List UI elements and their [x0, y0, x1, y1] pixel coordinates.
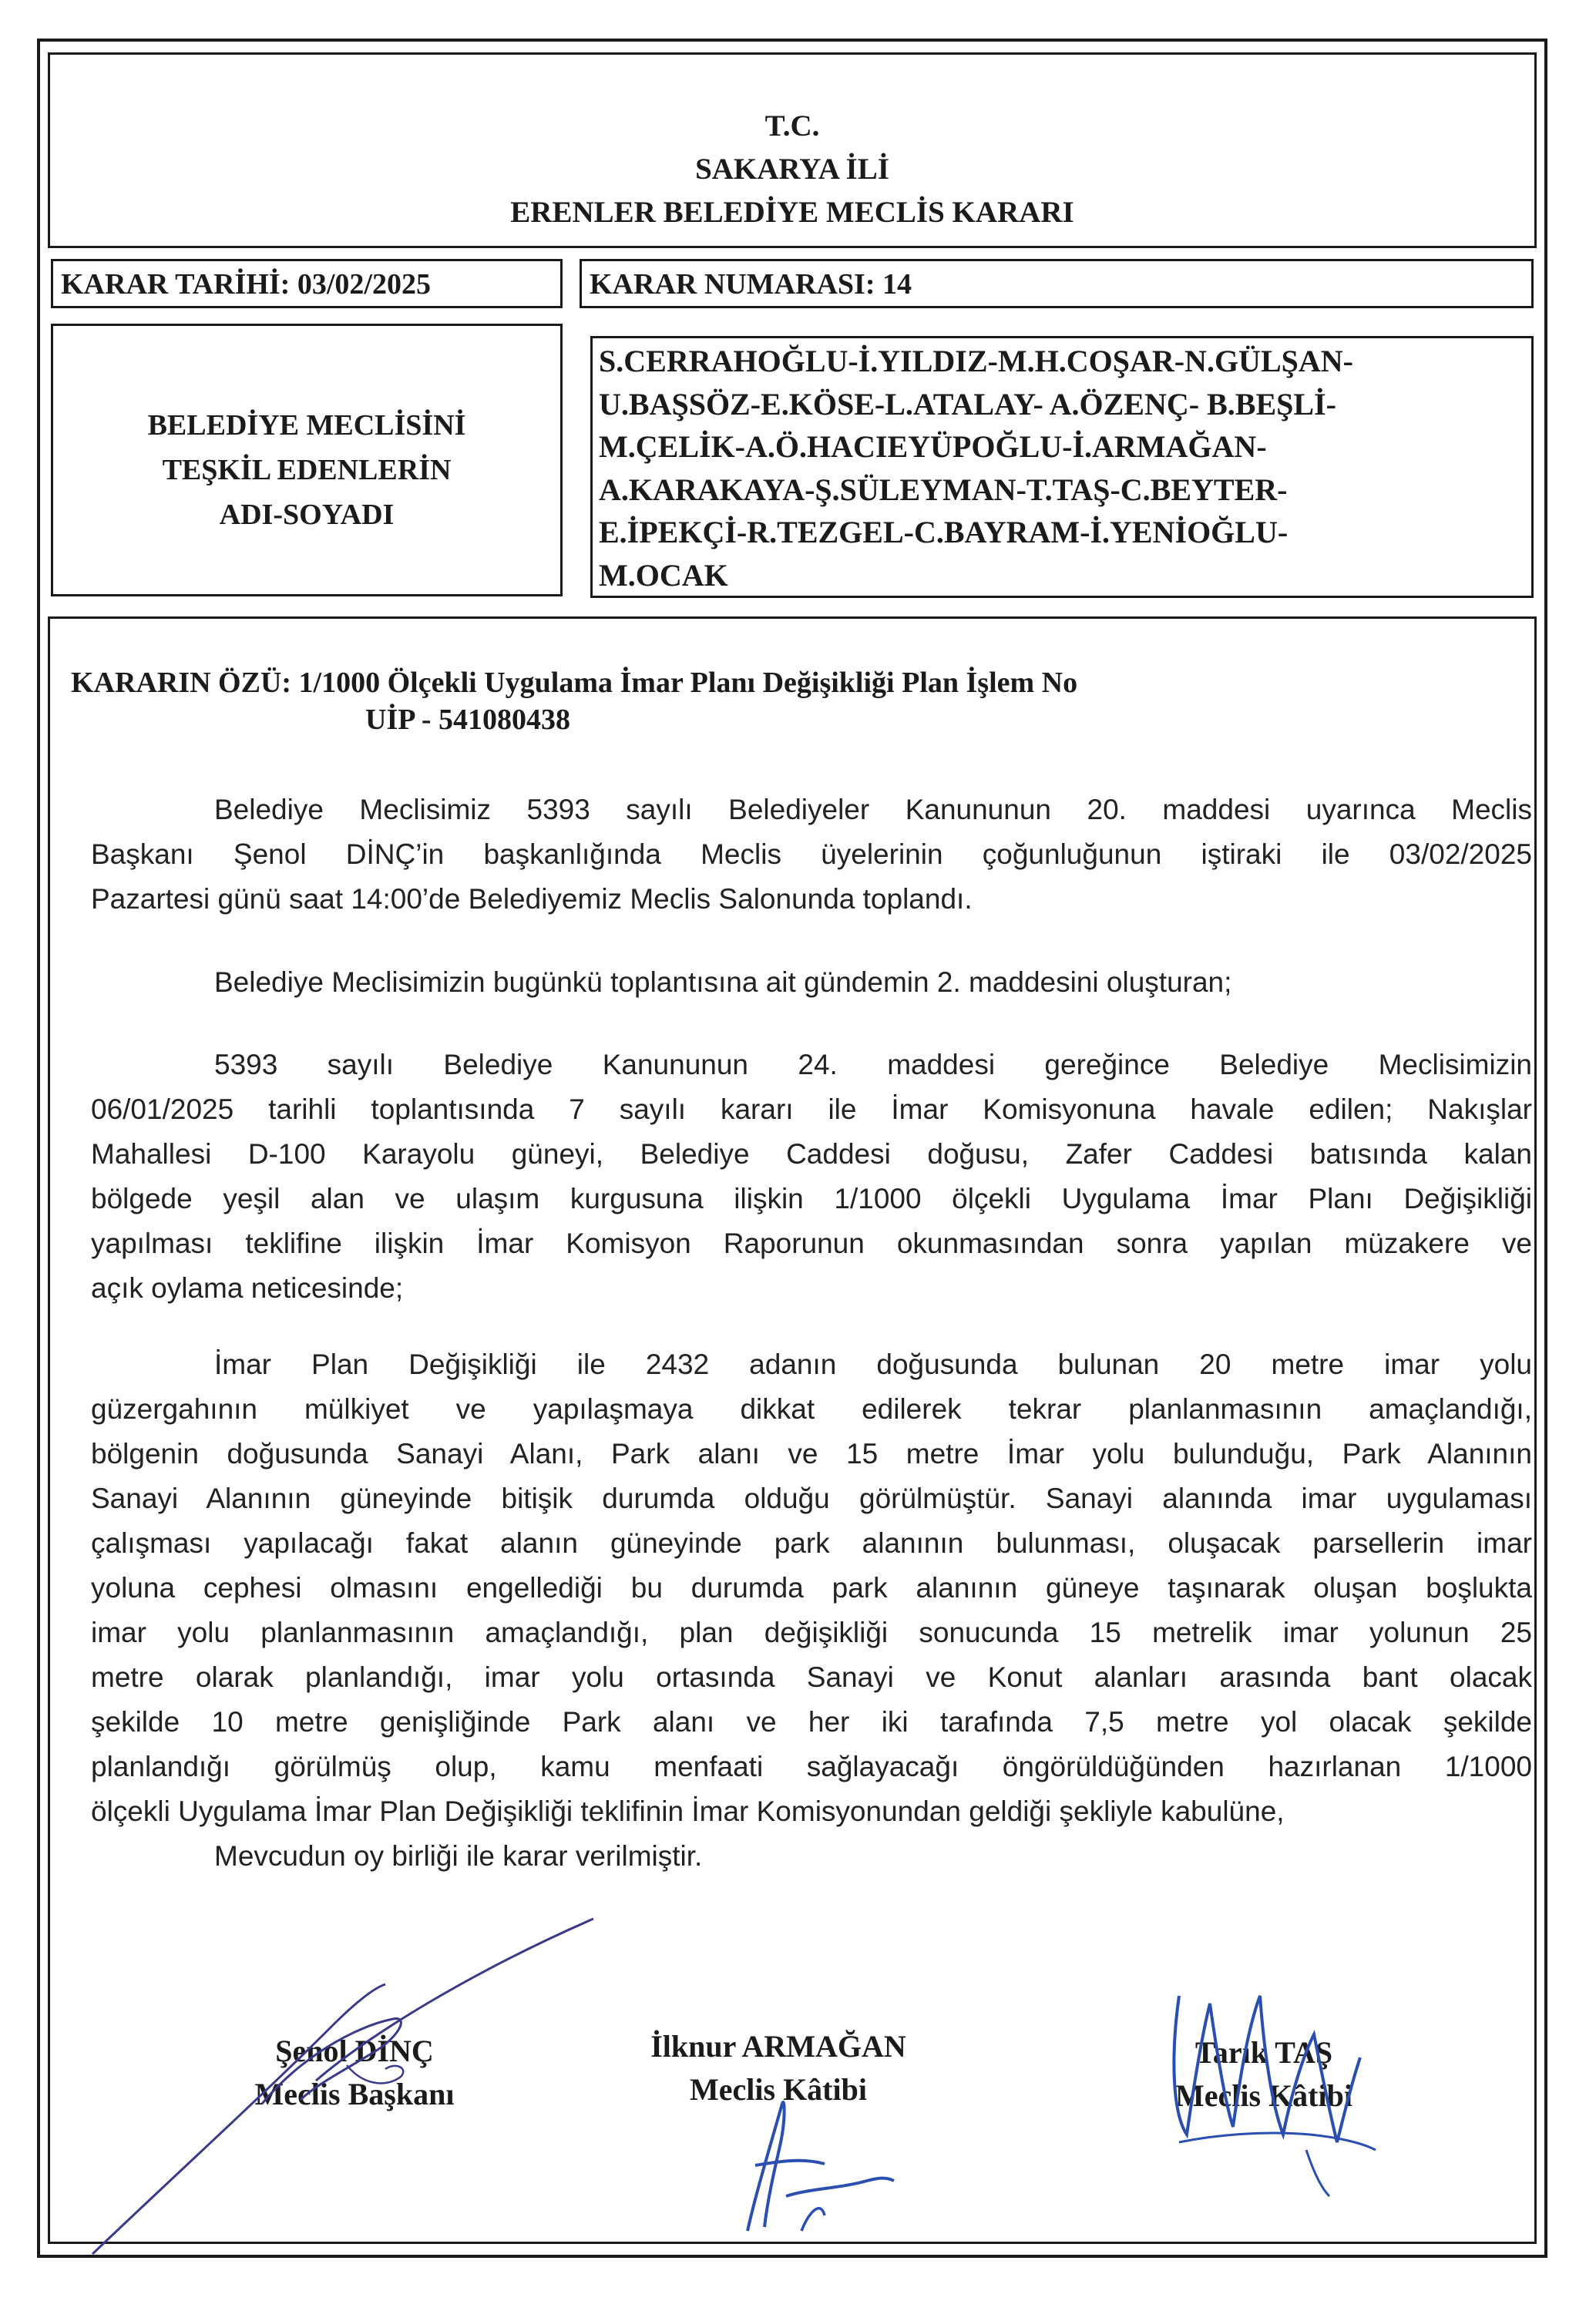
paragraph-agenda — [91, 960, 1532, 1005]
paragraph-line: şekilde 10 metre genişliğinde Park alanı ve her iki tarafında 7,5 metre yol olacak şekilde — [91, 1706, 1532, 1738]
members-label-line: TEŞKİL EDENLERİN — [162, 454, 452, 486]
members-label-cell — [51, 324, 563, 596]
members-line: E.İPEKÇİ-R.TEZGEL-C.BAYRAM-İ.YENİOĞLU- — [599, 515, 1289, 549]
paragraph-line: Mevcudun oy birliği ile karar verilmiştir. — [214, 1840, 703, 1872]
header-country: T.C. — [764, 109, 820, 143]
paragraph-line: açık oylama neticesinde; — [91, 1272, 404, 1304]
paragraph-line: imar yolu planlanmasının amaçlandığı, plan değişikliği sonucunda 15 metrelik imar yolunun 25 — [91, 1617, 1532, 1648]
signature-name-clerk-1: İlknur ARMAĞAN — [650, 2029, 906, 2064]
members-line: M.ÇELİK-A.Ö.HACIEYÜPOĞLU-İ.ARMAĞAN- — [599, 429, 1267, 464]
paragraph-line: Belediye Meclisimizin bugünkü toplantısına ait gündemin 2. maddesini oluşturan; — [214, 966, 1232, 998]
header-box — [48, 52, 1537, 248]
paragraph-line: yapılması teklifine ilişkin İmar Komisyon Raporunun okunmasından sonra yapılan müzakere ve — [91, 1228, 1532, 1259]
members-label — [53, 403, 560, 537]
paragraph-line: yoluna cephesi olmasını engellediği bu durumda park alanının güneye taşınarak oluşan boşlukta — [91, 1572, 1532, 1604]
signature-title-president: Meclis Başkanı — [254, 2077, 455, 2111]
members-line: S.CERRAHOĞLU-İ.YILDIZ-M.H.COŞAR-N.GÜLŞAN- — [599, 344, 1353, 378]
signature-name-clerk-2: Tarık TAŞ — [1194, 2035, 1333, 2070]
paragraph-line: Mahallesi D-100 Karayolu güneyi, Belediye Caddesi doğusu, Zafer Caddesi batısında kalan — [91, 1138, 1532, 1170]
header-province: SAKARYA İLİ — [695, 153, 889, 186]
signature-name-president: Şenol DİNÇ — [275, 2034, 434, 2068]
signature-title-clerk-1: Meclis Kâtibi — [690, 2072, 867, 2107]
paragraph-line: 5393 sayılı Belediye Kanununun 24. maddesi gereğince Belediye Meclisimizin — [214, 1049, 1532, 1080]
paragraph-line: Belediye Meclisimiz 5393 sayılı Belediyeler Kanununun 20. maddesi uyarınca Meclis — [214, 794, 1532, 825]
paragraph-line: Başkanı Şenol DİNÇ’in başkanlığında Meclis üyelerinin çoğunluğunun iştiraki ile 03/02/2025 — [91, 838, 1532, 870]
paragraph-verdict — [91, 1834, 1532, 1879]
paragraph-line: metre olarak planlandığı, imar yolu ortasında Sanayi ve Konut alanları arasında bant olacak — [91, 1661, 1532, 1693]
paragraph-referral — [91, 1043, 1532, 1311]
paragraph-meeting — [91, 788, 1532, 922]
essence-line: KARARIN ÖZÜ: 1/1000 Ölçekli Uygulama İmar Planı Değişikliği Plan İşlem No — [71, 667, 1078, 699]
signature-title-clerk-2: Meclis Kâtibi — [1175, 2078, 1352, 2113]
decision-number: KARAR NUMARASI: 14 — [590, 268, 912, 301]
members-label-line: BELEDİYE MECLİSİNİ — [147, 409, 466, 442]
decision-essence — [71, 664, 1458, 738]
paragraph-line: ölçekli Uygulama İmar Plan Değişikliği teklifinin İmar Komisyonundan geldiği şekliyle kabulüne, — [91, 1795, 1285, 1827]
members-line: U.BAŞSÖZ-E.KÖSE-L.ATALAY- A.ÖZENÇ- B.BEŞLİ- — [599, 386, 1336, 422]
clerk-2-signature-image — [1156, 1942, 1387, 2204]
members-list — [599, 340, 1528, 596]
paragraph-line: güzergahının mülkiyet ve yapılaşmaya dikkat edilerek tekrar planlanmasının amaçlandığı, — [91, 1393, 1532, 1425]
paragraph-line: çalışması yapılacağı fakat alanın güneyinde park alanının bulunması, oluşacak parsellerin imar — [91, 1527, 1532, 1559]
president-signature-image — [69, 1903, 624, 2266]
paragraph-line: Sanayi Alanının güneyinde bitişik durumda olduğu görülmüştür. Sanayi alanında imar uygulaması — [91, 1483, 1532, 1514]
header-title: ERENLER BELEDİYE MECLİS KARARI — [510, 196, 1074, 229]
paragraph-line: İmar Plan Değişikliği ile 2432 adanın doğusunda bulunan 20 metre imar yolu — [214, 1349, 1532, 1380]
paragraph-line: bölgenin doğusunda Sanayi Alanı, Park alanı ve 15 metre İmar yolu bulunduğu, Park Alanının — [91, 1438, 1532, 1470]
decision-date-cell — [51, 259, 563, 308]
members-label-line: ADI-SOYADI — [219, 499, 395, 531]
paragraph-line: Pazartesi günü saat 14:00’de Belediyemiz Meclis Salonunda toplandı. — [91, 883, 973, 915]
paragraph-line: 06/01/2025 tarihli toplantısında 7 sayılı kararı ile İmar Komisyonuna havale edilen; Nakışlar — [91, 1093, 1532, 1125]
paragraph-line: planlandığı görülmüş olup, kamu menfaati sağlayacağı öngörüldüğünden hazırlanan 1/1000 — [91, 1751, 1532, 1782]
clerk-1-signature-image — [694, 2073, 909, 2242]
members-line: A.KARAKAYA-Ş.SÜLEYMAN-T.TAŞ-C.BEYTER- — [599, 472, 1288, 507]
members-list-cell — [590, 336, 1534, 598]
decision-date: KARAR TARİHİ: 03/02/2025 — [61, 268, 431, 301]
paragraph-line: bölgede yeşil alan ve ulaşım kurgusuna ilişkin 1/1000 ölçekli Uygulama İmar Planı Değişikliği — [91, 1183, 1532, 1214]
plan-process-number: UİP - 541080438 — [365, 704, 570, 736]
members-line: M.OCAK — [599, 557, 728, 593]
paragraph-plan-change — [91, 1342, 1532, 1834]
decision-number-cell — [580, 259, 1534, 308]
